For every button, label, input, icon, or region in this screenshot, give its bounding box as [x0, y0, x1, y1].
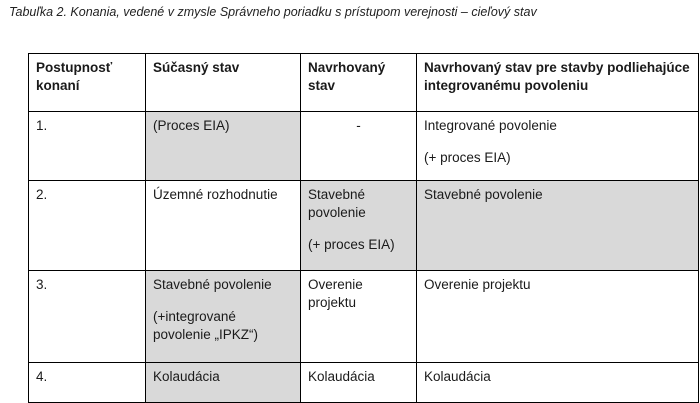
cell-step: 4. — [29, 363, 146, 403]
cell-proposed: Overenie projektu — [301, 271, 417, 363]
cell-proposed-ippc: Integrované povolenie (+ proces EIA) — [417, 112, 699, 181]
cell-step: 2. — [29, 181, 146, 271]
cell-proposed: Stavebné povolenie (+ proces EIA) — [301, 181, 417, 271]
table-row — [29, 112, 699, 181]
cell-proposed: Kolaudácia — [301, 363, 417, 403]
cell-current: Kolaudácia — [146, 363, 301, 403]
header-proposed: Navrhovaný stav — [301, 54, 417, 112]
table-caption: Tabuľka 2. Konania, vedené v zmysle Správneho poriadku s prístupom verejnosti – cieľový stav — [9, 5, 537, 19]
procedures-table — [28, 53, 699, 403]
table-row — [29, 271, 699, 363]
cell-proposed-ippc: Kolaudácia — [417, 363, 699, 403]
header-step: Postupnosť konaní — [29, 54, 146, 112]
cell-proposed: - — [301, 112, 417, 181]
table-row — [29, 181, 699, 271]
table-row — [29, 363, 699, 403]
header-proposed-ippc: Navrhovaný stav pre stavby podliehajúce integrovanému povoleniu — [417, 54, 699, 112]
cell-proposed-ippc: Overenie projektu — [417, 271, 699, 363]
cell-current: (Proces EIA) — [146, 112, 301, 181]
header-current: Súčasný stav — [146, 54, 301, 112]
cell-step: 3. — [29, 271, 146, 363]
table-header-row — [29, 54, 699, 112]
cell-current: Stavebné povolenie (+integrované povolenie „IPKZ“) — [146, 271, 301, 363]
cell-current: Územné rozhodnutie — [146, 181, 301, 271]
cell-proposed-ippc: Stavebné povolenie — [417, 181, 699, 271]
cell-step: 1. — [29, 112, 146, 181]
